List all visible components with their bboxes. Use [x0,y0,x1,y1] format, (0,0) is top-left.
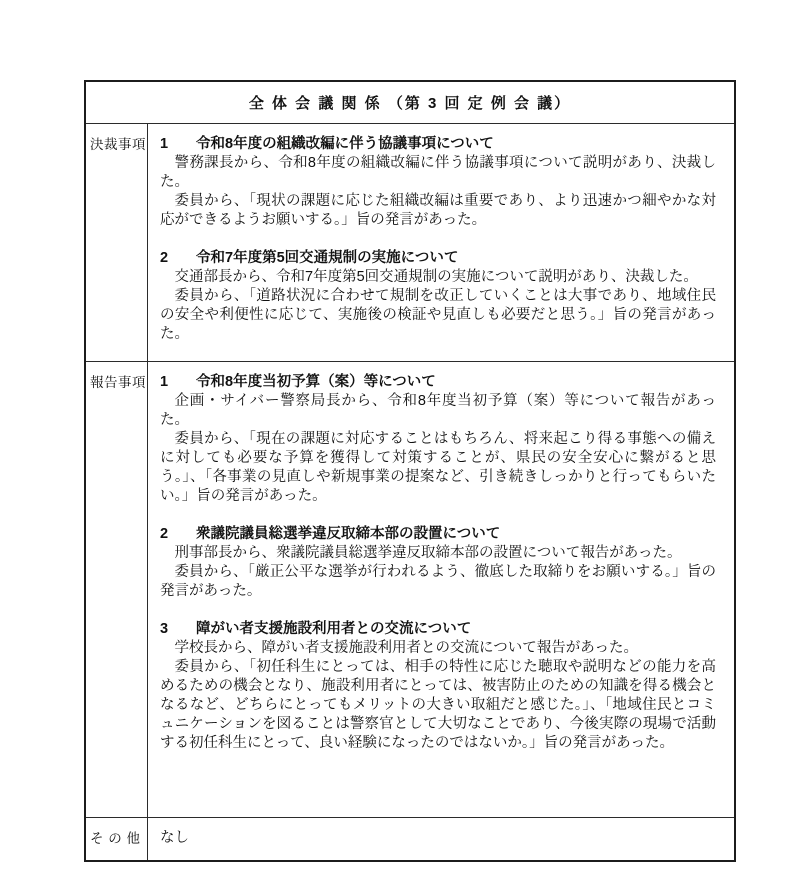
agenda-item [160,525,716,601]
agenda-item [160,135,716,230]
agenda-item-title [160,373,716,392]
agenda-item-paragraph: 企画・サイバー警察局長から、令和8年度当初予算（案）等について報告があった。 [160,393,716,428]
agenda-item [160,249,716,344]
agenda-item-paragraph: 交通部長から、令和7年度第5回交通規制の実施について説明があり、決裁した。 [174,269,698,285]
agenda-item-title-text: 令和8年度の組織改編に伴う協議事項について [196,136,494,152]
agenda-item-title [160,620,716,639]
agenda-item-title [160,135,716,154]
agenda-item-title-text: 衆議院議員総選挙違反取締本部の設置について [196,526,501,542]
agenda-item-number: 2 [160,250,169,266]
agenda-item [160,373,716,506]
agenda-item-paragraph: 委員から、「現在の課題に対応することはもちろん、将来起こり得る事態への備えに対しても必要な予算を獲得して対策することが、県民の安全安心に繋がると思う。」、「各事業の見直しや新規事業の提案など、引き続きしっかりと行ってもらいたい。」旨の発言があった。 [160,431,716,504]
agenda-item-paragraph: 刑事部長から、衆議院議員総選挙違反取締本部の設置について報告があった。 [174,545,682,561]
agenda-item-number: 2 [160,526,169,542]
table-header-row [86,82,734,124]
agenda-item-number: 1 [160,136,169,152]
table-title: 全 体 会 議 関 係 （第 3 回 定 例 会 議） [248,95,572,112]
agenda-item-title-text: 令和7年度第5回交通規制の実施について [196,250,459,266]
section-content [148,362,734,817]
agenda-item-paragraph: 委員から、「初任科生にとっては、相手の特性に応じた聴取や説明などの能力を高めるための機会となり、施設利用者にとっては、被害防止のための知識を得る機会となるなど、どちらにとってもメリットの大きい取組だと感じた。」、「地域住民とコミュニケーションを図ることは警察官として大切なことであり、今後実際の現場で活動する初任科生にとって、良い経験になったのではないか。」旨の発言があった。 [160,659,716,751]
agenda-item-paragraph: 委員から、「厳正公平な選挙が行われるよう、徹底した取締りをお願いする。」旨の発言があった。 [160,564,716,599]
agenda-item-paragraph: 警務課長から、令和8年度の組織改編に伴う協議事項について説明があり、決裁した。 [160,155,716,190]
section-content [148,818,734,860]
section-row [86,818,734,860]
section-label: 報告事項 [86,362,148,817]
agenda-item-paragraph: 委員から、「現状の課題に応じた組織改編は重要であり、より迅速かつ細やかな対応ができるようお願いする。」旨の発言があった。 [160,193,716,228]
agenda-item-title [160,525,716,544]
agenda-item-number: 1 [160,374,169,390]
section-label: 決裁事項 [86,124,148,361]
section-text: なし [160,830,189,846]
minutes-table [84,80,736,862]
section-content [148,124,734,361]
agenda-item-paragraph: 学校長から、障がい者支援施設利用者との交流について報告があった。 [174,640,639,656]
section-row [86,362,734,818]
table-body [86,124,734,860]
agenda-item-title [160,249,716,268]
agenda-item-number: 3 [160,621,169,637]
section-row [86,124,734,362]
agenda-item-title-text: 障がい者支援施設利用者との交流について [196,621,472,637]
agenda-item-title-text: 令和8年度当初予算（案）等について [196,374,436,390]
agenda-item [160,620,716,753]
section-label: そ の 他 [86,818,148,860]
agenda-item-paragraph: 委員から、「道路状況に合わせて規制を改正していくことは大事であり、地域住民の安全や利便性に応じて、実施後の検証や見直しも必要だと思う。」旨の発言があった。 [160,288,716,342]
